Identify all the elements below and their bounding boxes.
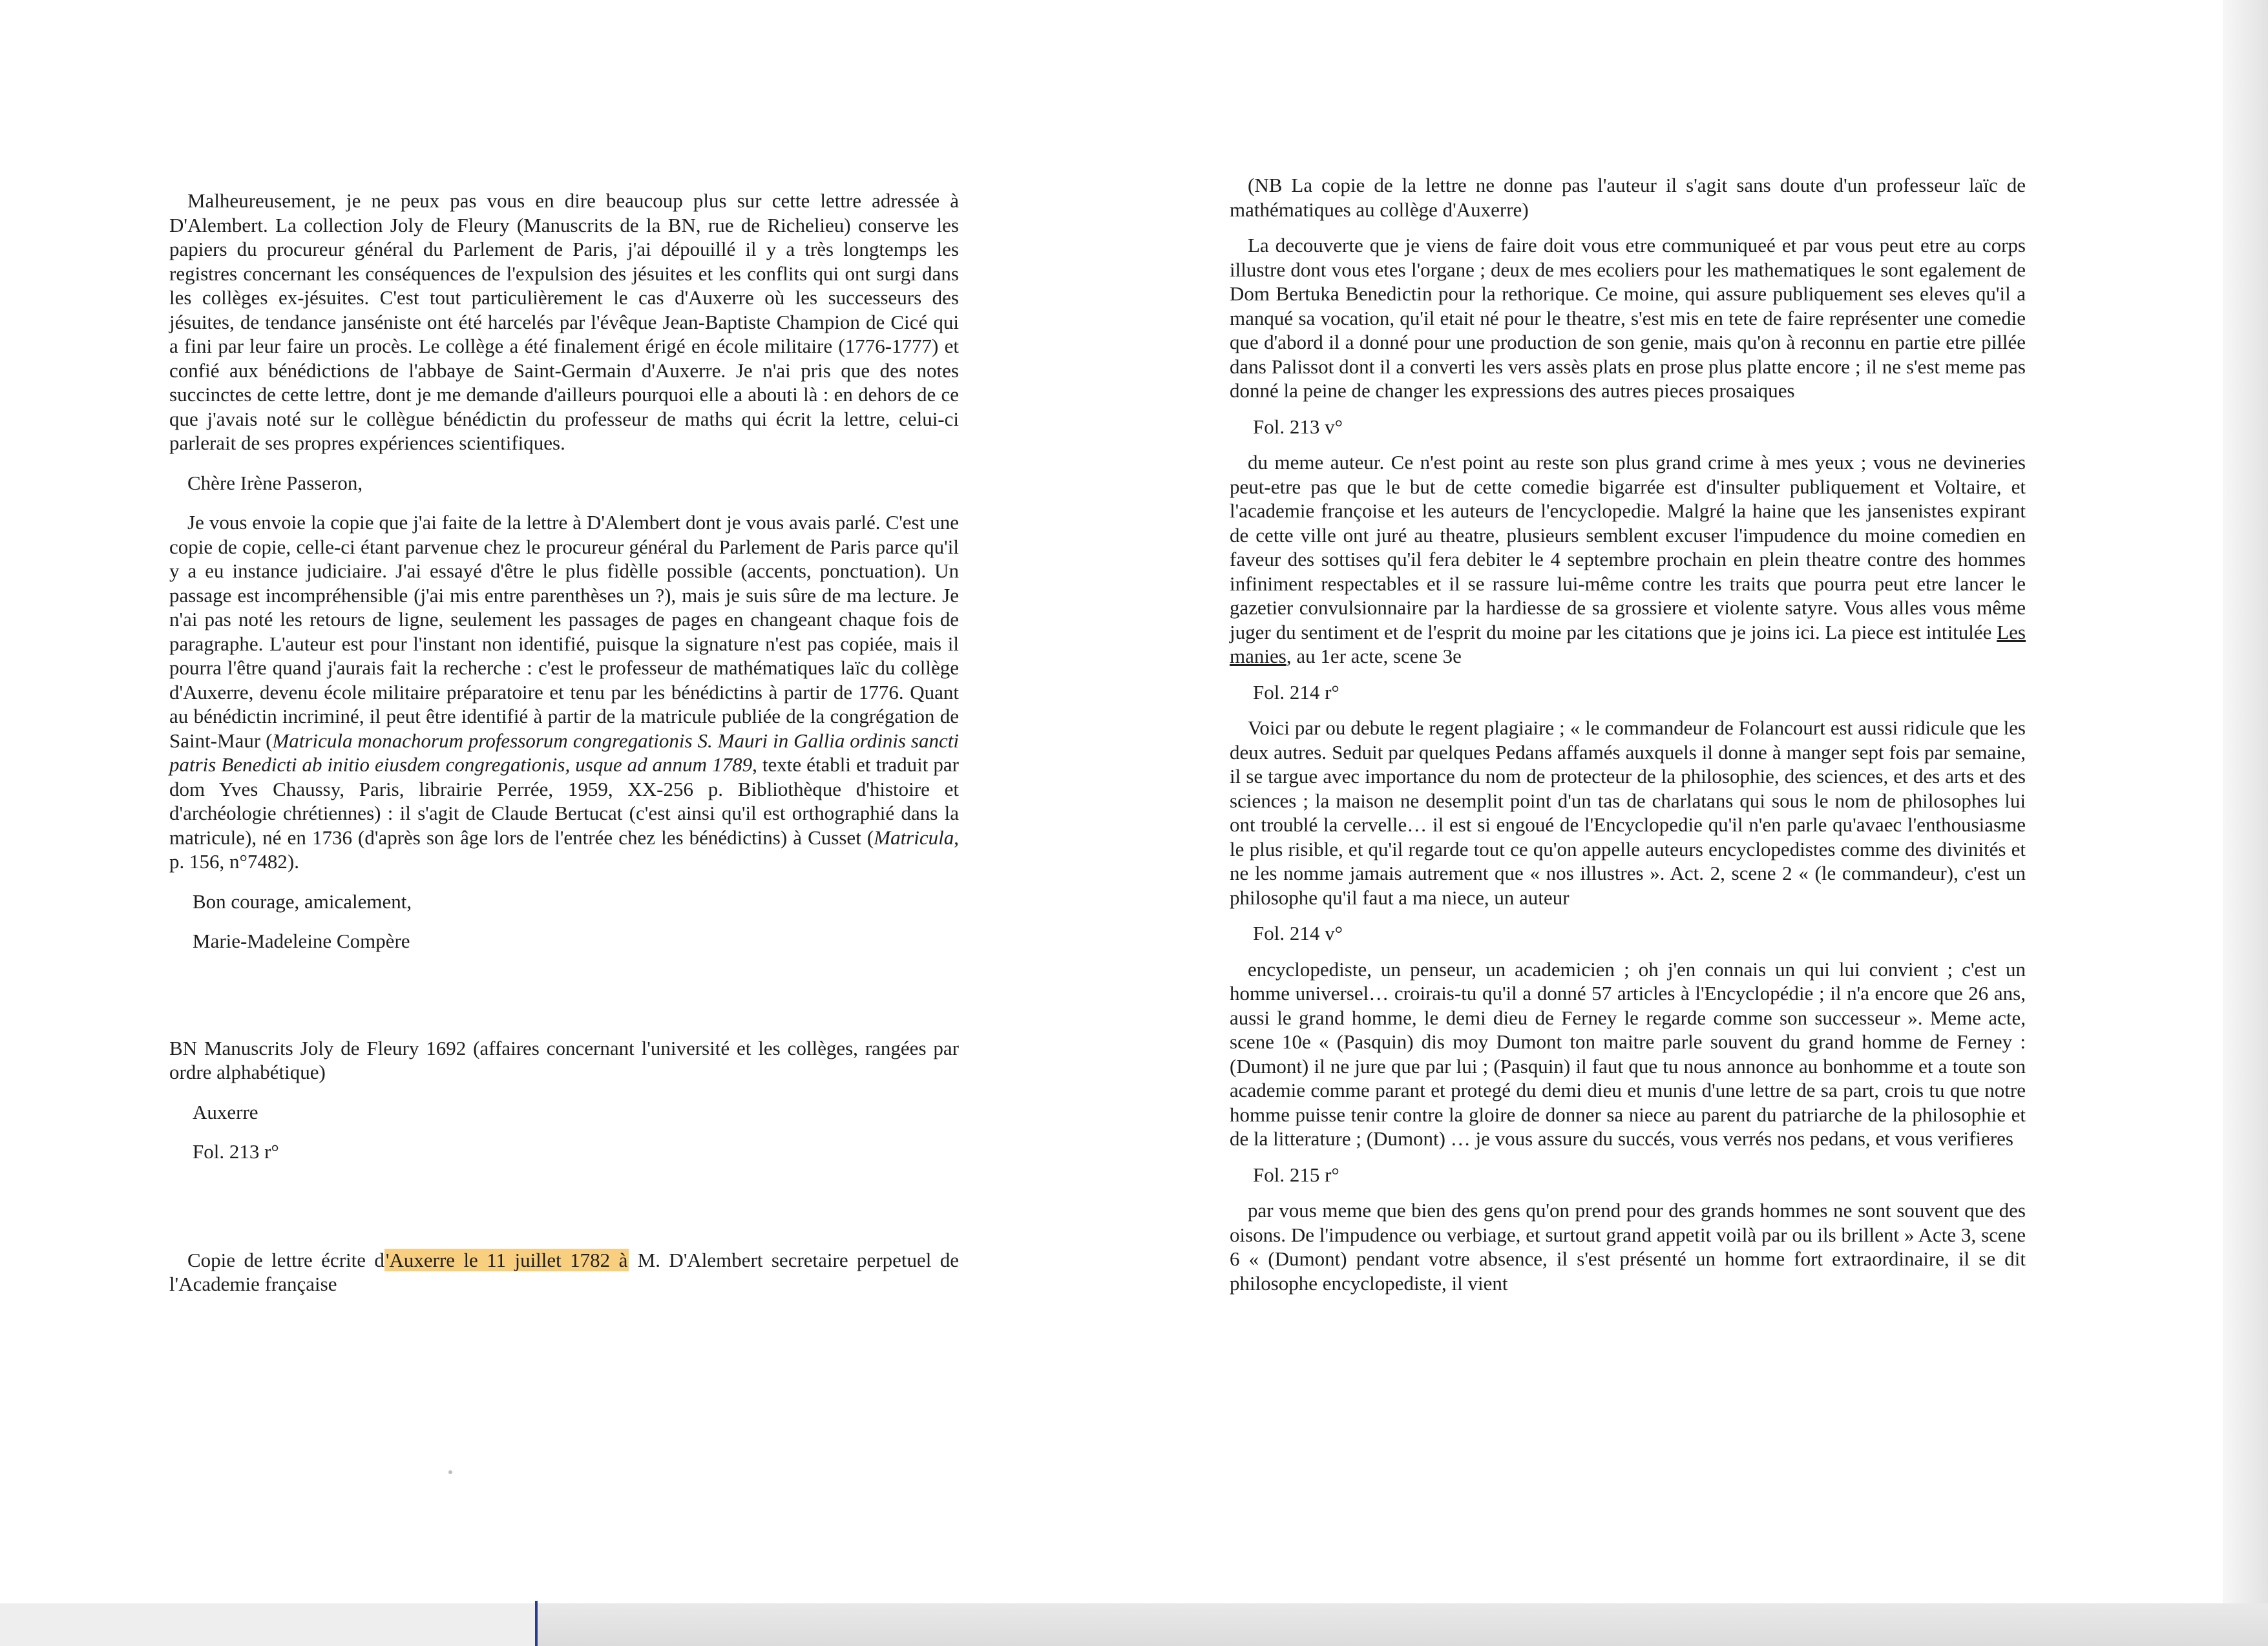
source-reference: BN Manuscrits Joly de Fleury 1692 (affaires concernant l'université et les collèges, rangées par ordre alphabétique): [169, 1036, 959, 1083]
closing: Bon courage, amicalement,: [193, 890, 412, 913]
folio-214r: Fol. 214 r°: [1253, 680, 1339, 703]
letter-body: [169, 510, 959, 874]
letter-body-text-1: Je vous envoie la copie que j'ai faite de la lettre à D'Alembert dont je vous avais parlé. C'est une copie de copie, celle-ci étant parvenue chez le procureur général du Parlement de Paris parce qu'il y a eu instance judiciaire. J'ai essayé d'être le plus fidèlle possible (accents, ponctuation). Un passage est incompréhensible (j'ai mis entre parenthèses un ?), mais je suis sûre de ma lecture. Je n'ai pas noté les retours de ligne, seulement les passages de pages en changeant chaque fois de paragraphe. L'auteur est pour l'instant non identifié, puisque la signature n'est pas copiée, mais il pourra l'être quand j'aurais fait la recherche : c'est le professeur de mathématiques laïc du collège d'Auxerre, devenu école militaire préparatoire et tenu par les bénédictins à partir de 1776. Quant au bénédictin incriminé, il peut être identifié à partir de la matricule publiée de la congrégation de Saint-Maur (: [169, 511, 959, 752]
folio-215r: Fol. 215 r°: [1253, 1163, 1339, 1186]
matricula-citation: Matricula monachorum professorum congregationis S. Mauri in Gallia ordinis sancti patris Benedicti ab initio eiusdem congregationis, usque ad annum 1789: [169, 729, 959, 776]
intro-paragraph: Malheureusement, je ne peux pas vous en dire beaucoup plus sur cette lettre adressée à D'Alembert. La collection Joly de Fleury (Manuscrits de la BN, rue de Richelieu) conserve les papiers du procureur général du Parlement de Paris, j'ai dépouillé il y a très longtemps les registres concernant les conséquences de l'expulsion des jésuites et les conflits qui ont surgi dans les collèges ex-jésuites. C'est tout particulièrement le cas d'Auxerre où les successeurs des jésuites, de tendance janséniste ont été harcelés par l'évêque Jean-Baptiste Champion de Cicé qui a fini par leur faire un procès. Le collège a été finalement érigé en école militaire (1776-1777) et confié aux bénédictions de l'abbaye de Saint-Germain d'Auxerre. Je n'ai pris que des notes succinctes de cette lettre, dont je me demande d'ailleurs pourquoi elle a abouti là : en dehors de ce que j'avais noté sur le collègue bénédictin du professeur de maths qui écrit la lettre, celui-ci parlerait de ses propres expériences scientifiques.: [169, 189, 959, 454]
folio-214v: Fol. 214 v°: [1253, 922, 1343, 944]
transcription-paragraph-3: Voici par ou debute le regent plagiaire ; « le commandeur de Folancourt est aussi ridicule que les deux autres. Seduit par quelques Pedans affamés auxquels il donne à manger sept fois par semaine, il se targue avec importance du nom de protecteur de la philosophie, des sciences, et des arts et des sciences ; la maison ne desemplit point d'un tas de charlatans qui sous le nom de philosophes lui ont troublé la cervelle… il est si engoué de l'Encyclopedie qu'il n'en parle qu'avaec l'enthousiasme le plus risible, et qu'il regarde tout ce qu'on appelle auteurs encyclopedistes comme des divinités et ne les nomme jamais autrement que « nos illustres ». Act. 2, scene 2 « (le commandeur), c'est un philosophe qu'il faut a ma niece, un auteur: [1230, 716, 2026, 909]
folio-213v: Fol. 213 v°: [1253, 415, 1343, 438]
transcription-paragraph-1: La decouverte que je viens de faire doit vous etre communiqueé et par vous peut etre au corps illustre dont vous etes l'organe ; deux de mes ecoliers pour les mathematiques le sont egalement de Dom Bertuka Benedictin pour la rethorique. Ce moine, qui assure publiquement ses eleves qu'il a manqué sa vocation, qu'il etait né pour le theatre, s'est mis en tete de faire représenter une comedie que d'abord il a donné pour une production de son genie, mais qu'on à reconnu en partie etre pillée dans Palissot dont il a converti les vers assès plats en prose plus platte encore ; il ne s'est meme pas donné la peine de changer les expressions des autres pieces prosaiques: [1230, 234, 2026, 402]
copy-title-before: Copie de lettre écrite d: [187, 1248, 384, 1271]
transcription-paragraph-2: [1230, 450, 2026, 669]
transcription-paragraph-5: par vous meme que bien des gens qu'on prend pour des grands hommes ne sont souvent que des oisons. De l'impudence ou verbiage, et surtout grand appetit voilà par ou ils brillent » Acte 3, scene 6 « (Dumont) pendant votre absence, il s'est présenté un homme fort extraordinaire, il se dit philosophe encyclopediste, il vient: [1230, 1199, 2026, 1295]
scan-blue-mark: [535, 1601, 538, 1646]
scan-speck: [448, 1470, 452, 1474]
play-title: Les manies: [1230, 620, 2026, 667]
nb-note: (NB La copie de la lettre ne donne pas l'auteur il s'agit sans doute d'un professeur laïc de mathématiques au collège d'Auxerre): [1230, 174, 2026, 221]
scan-right-edge: [2223, 0, 2268, 1646]
letter-body-text-3: , p. 156, n°7482).: [169, 826, 959, 873]
paragraph-2-before: du meme auteur. Ce n'est point au reste son plus grand crime à mes yeux ; vous ne devineries peut-etre pas que le but de cette comedie bigarrée est d'insulter publiquement et Voltaire, et l'academie françoise et les auteurs de l'encyclopedie. Malgré la haine que les jansenistes expirant de cette ville ont juré au theatre, plusieurs semblent excuser l'impudence du moine comedien en faveur des sottises qu'il fera debiter le 4 septembre prochain en plein theatre contre des hommes infiniment respectables et il se rassure lui-même contre les traits que pourra peut etre lancer le gazetier convulsionnaire par la hardiesse de sa grossiere et violente satyre. Vous alles vous même juger du sentiment et de l'esprit du moine par les citations que je joins ici. La piece est intitulée: [1230, 451, 2026, 643]
matricula-short: Matricula: [874, 826, 954, 849]
highlighted-date: 'Auxerre le 11 juillet 1782 à: [385, 1248, 628, 1271]
salutation: Chère Irène Passeron,: [187, 471, 363, 494]
signature: Marie-Madeleine Compère: [193, 930, 410, 952]
letter-body-text-2: , texte établi et traduit par dom Yves Chaussy, Paris, librairie Perrée, 1959, XX-256 p. Bibliothèque d'histoire et d'archéologie chrétiennes) : il s'agit de Claude Bertucat (c'est ainsi qu'il est orthographié dans la matricule), né en 1736 (d'après son âge lors de l'entrée chez les bénédictins) à Cusset (: [169, 753, 959, 849]
scan-bottom-strip-left: [0, 1603, 536, 1646]
place-label: Auxerre: [193, 1100, 258, 1123]
right-page: [1230, 173, 2026, 1295]
folio-label: Fol. 213 r°: [193, 1140, 279, 1163]
copy-title: [169, 1248, 959, 1297]
transcription-paragraph-4: encyclopediste, un penseur, un academicien ; oh j'en connais un qui lui convient ; c'est un homme universel… croirais-tu qu'il a donné 57 articles à l'Encyclopédie ; il n'a encore que 26 ans, aussi le grand homme, le demi dieu de Ferney le regarde comme son successeur ». Meme acte, scene 10e « (Pasquin) dis moy Dumont ton maitre parle souvent du grand homme de Ferney : (Dumont) il ne jure que par lui ; (Pasquin) il faut que tu nous annonce au bonhomme et a toute son academie comme parant et protegé du demi dieu et munis d'une lettre de sa part, crois tu que notre homme puisse tenir contre la gloire de donner sa niece au parent du patriarche de la philosophie et de la litterature ; (Dumont) … je vous assure du succés, vous verrés nos pedans, et vous verifieres: [1230, 957, 2026, 1150]
paragraph-2-after: , au 1er acte, scene 3e: [1286, 645, 1462, 667]
left-page: [169, 189, 959, 1297]
copy-title-after: M. D'Alembert secretaire perpetuel de l'Academie française: [169, 1248, 959, 1295]
